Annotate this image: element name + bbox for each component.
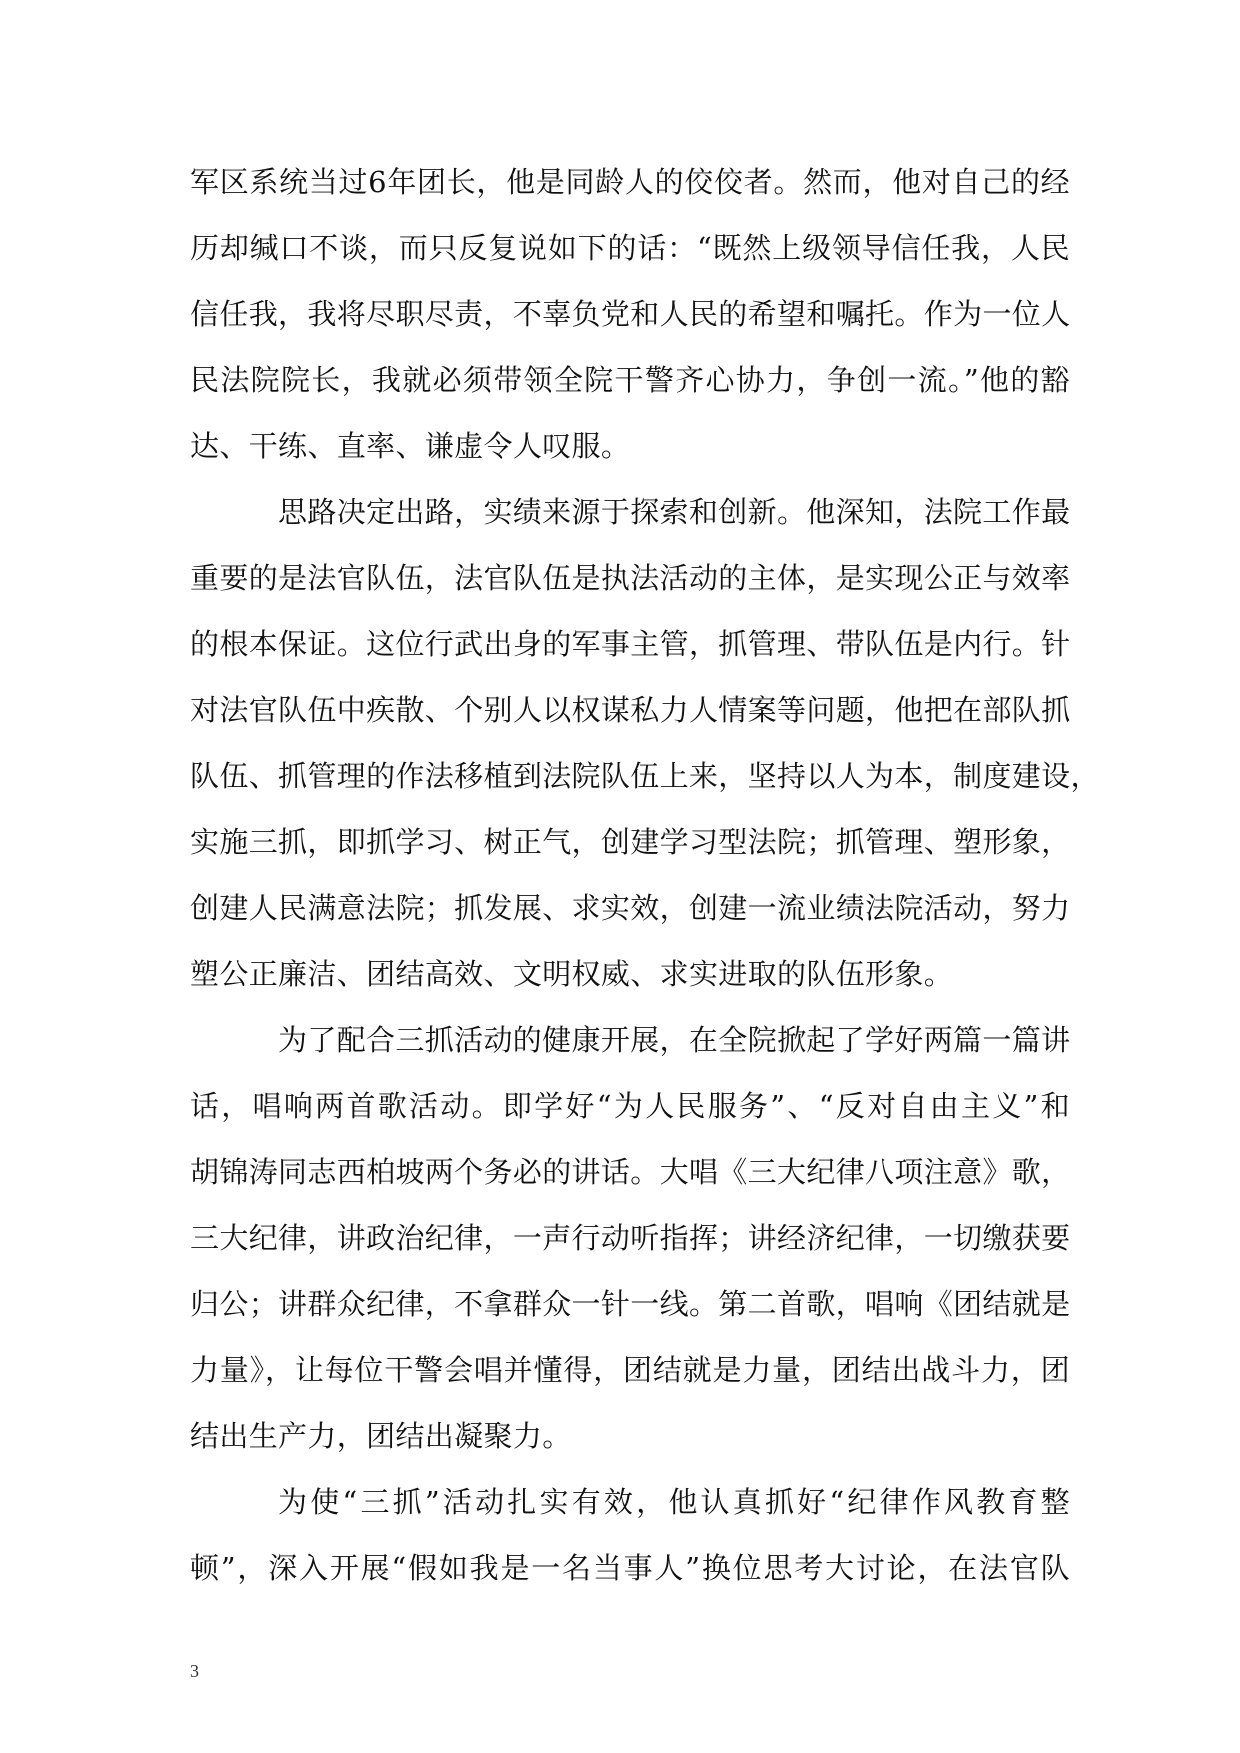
text-line: 归公；讲群众纪律，不拿群众一针一线。第二首歌，唱响《团结就是	[190, 1287, 1071, 1321]
text-line: 三大纪律，讲政治纪律，一声行动听指挥；讲经济纪律，一切缴获要	[190, 1221, 1071, 1255]
text-line: 顿”，深入开展“假如我是一名当事人”换位思考大讨论，在法官队	[190, 1551, 1070, 1585]
text-line: 对法官队伍中疾散、个别人以权谋私力人情案等问题，他把在部队抓	[190, 693, 1071, 727]
text-line: 信任我，我将尽职尽责，不辜负党和人民的希望和嘱托。作为一位人	[190, 297, 1071, 331]
text-line: 塑公正廉洁、团结高效、文明权威、求实进取的队伍形象。	[190, 957, 954, 991]
text-line: 为了配合三抓活动的健康开展，在全院掀起了学好两篇一篇讲	[278, 1023, 1071, 1057]
text-line: 话，唱响两首歌活动。即学好“为人民服务”、“反对自由主义”和	[190, 1089, 1070, 1123]
text-line: 历却缄口不谈，而只反复说如下的话：“既然上级领导信任我，人民	[190, 231, 1070, 265]
text-line: 的根本保证。这位行武出身的军事主管，抓管理、带队伍是内行。针	[190, 627, 1071, 661]
text-line: 结出生产力，团结出凝聚力。	[190, 1419, 572, 1453]
text-line: 创建人民满意法院；抓发展、求实效，创建一流业绩法院活动，努力	[190, 891, 1071, 925]
text-line: 队伍、抓管理的作法移植到法院队伍上来，坚持以人为本，制度建设，	[190, 759, 1100, 793]
text-line: 军区系统当过6年团长，他是同龄人的佼佼者。然而，他对自己的经	[190, 165, 1070, 199]
text-line: 实施三抓，即抓学习、树正气，创建学习型法院；抓管理、塑形象，	[190, 825, 1071, 859]
page-number: 3	[190, 1661, 199, 1681]
text-line: 力量》，让每位干警会唱并懂得，团结就是力量，团结出战斗力，团	[190, 1353, 1070, 1387]
body-text	[190, 162, 1100, 1614]
text-line: 胡锦涛同志西柏坡两个务必的讲话。大唱《三大纪律八项注意》歌，	[190, 1155, 1071, 1189]
text-line: 重要的是法官队伍，法官队伍是执法活动的主体，是实现公正与效率	[190, 561, 1071, 595]
text-line: 民法院院长，我就必须带领全院干警齐心协力，争创一流。”他的豁	[190, 363, 1070, 397]
text-line: 为使“三抓”活动扎实有效，他认真抓好“纪律作风教育整	[278, 1485, 1070, 1519]
text-line: 达、干练、直率、谦虚令人叹服。	[190, 429, 631, 463]
text-line: 思路决定出路，实绩来源于探索和创新。他深知，法院工作最	[278, 495, 1071, 529]
